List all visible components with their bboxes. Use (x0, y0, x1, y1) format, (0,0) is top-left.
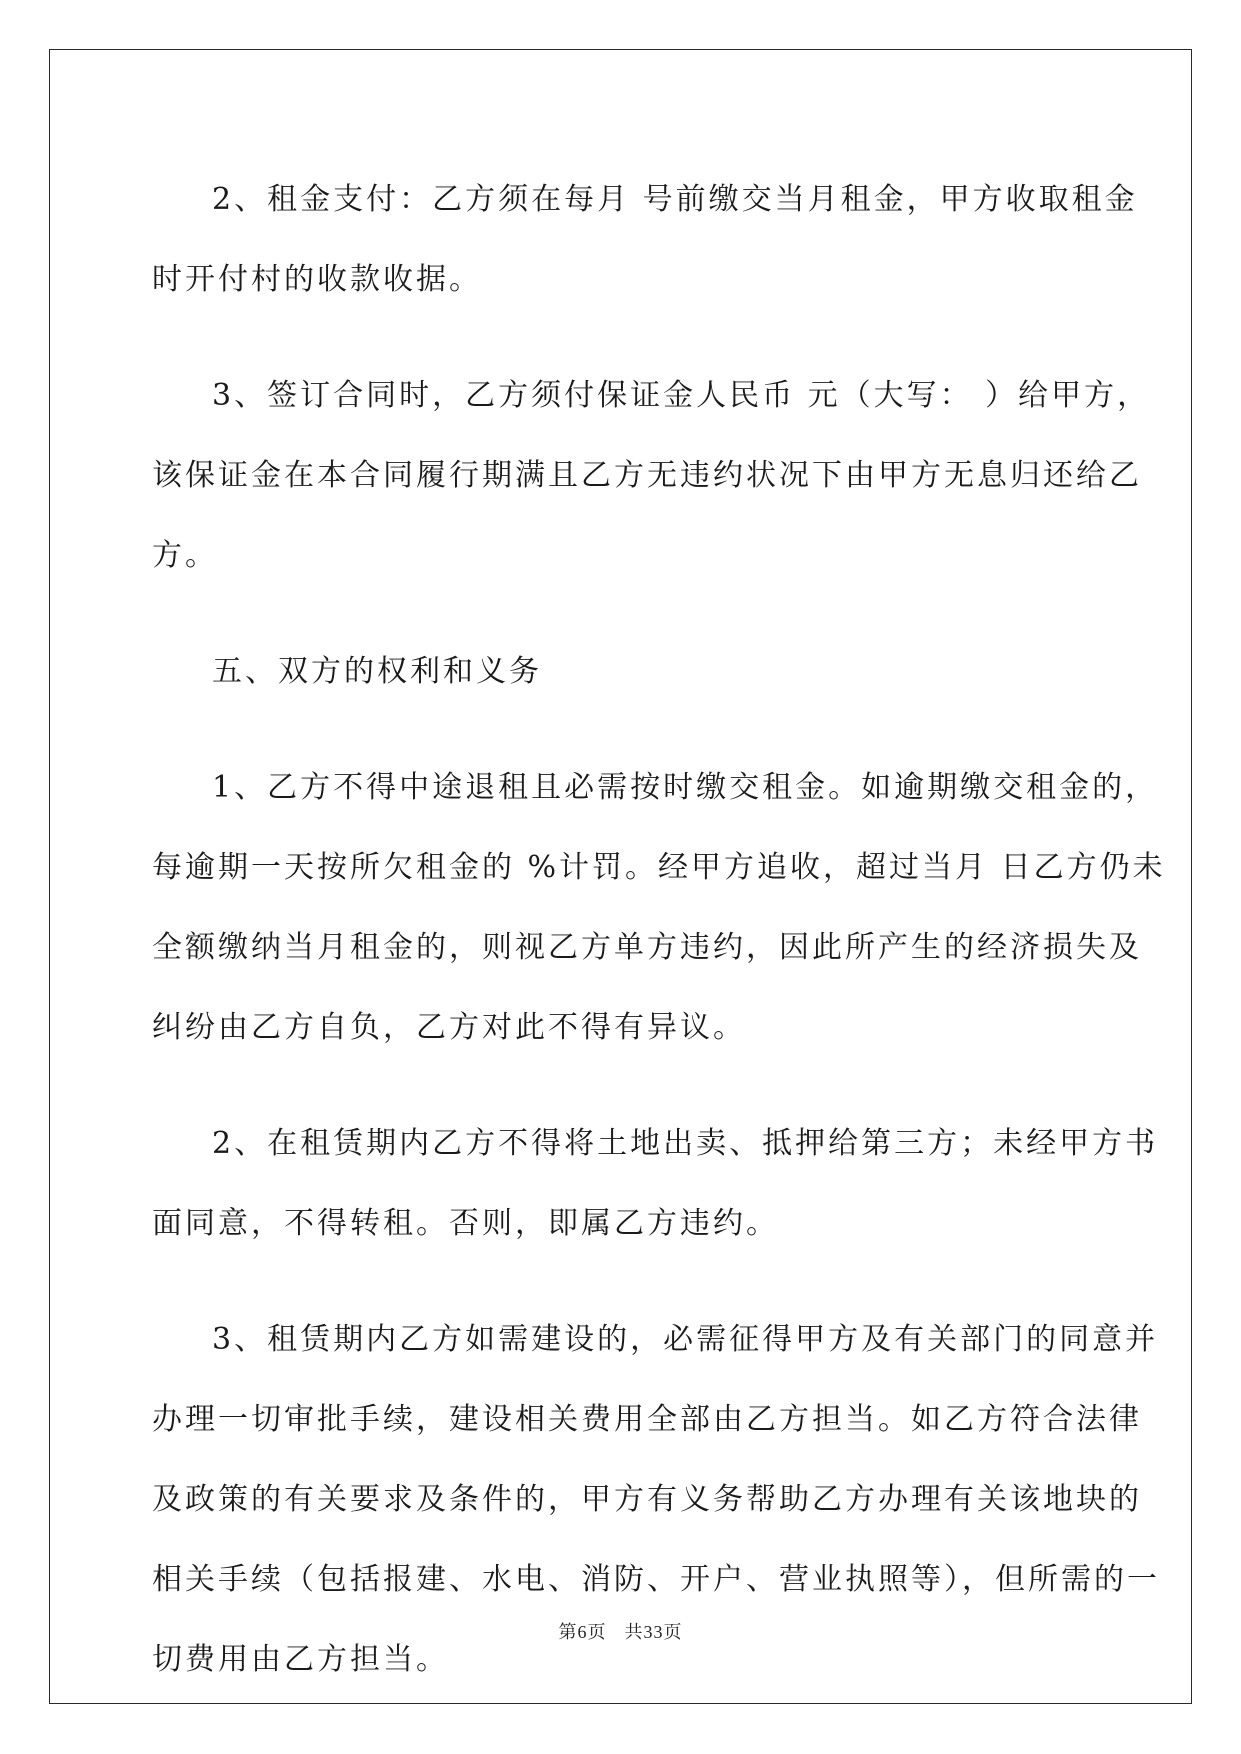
text-line: 1、乙方不得中途退租且必需按时缴交租金。如逾期缴交租金的， (212, 770, 1159, 805)
section-heading-rights-obligations (152, 632, 1092, 712)
text-line: 切费用由乙方担当。 (152, 1642, 449, 1677)
text-line: 面同意，不得转租。否则，即属乙方违约。 (152, 1206, 779, 1241)
text-line: 3、租赁期内乙方如需建设的，必需征得甲方及有关部门的同意并 (212, 1322, 1159, 1357)
text-line: 相关手续（包括报建、水电、消防、开户、营业执照等），但所需的一 (152, 1562, 1160, 1597)
text-line: 五、双方的权利和义务 (212, 654, 542, 689)
text-line: 及政策的有关要求及条件的，甲方有义务帮助乙方办理有关该地块的 (152, 1482, 1142, 1517)
paragraph-no-early-termination (152, 748, 1166, 1068)
page-footer (0, 1618, 1241, 1644)
paragraph-no-sale-mortgage (152, 1104, 1159, 1264)
text-line: 3、签订合同时，乙方须付保证金人民币 元（大写： ）给甲方， (212, 378, 1151, 413)
document-body (152, 160, 1166, 1736)
text-line: 每逾期一天按所欠租金的 %计罚。经甲方追收，超过当月 日乙方仍未 (152, 850, 1166, 885)
text-line: 方。 (152, 538, 218, 573)
text-line: 办理一切审批手续，建设相关费用全部由乙方担当。如乙方符合法律 (152, 1402, 1142, 1437)
paragraph-deposit (152, 356, 1151, 596)
text-line: 纠纷由乙方自负，乙方对此不得有异议。 (152, 1010, 746, 1045)
text-line: 全额缴纳当月租金的，则视乙方单方违约，因此所产生的经济损失及 (152, 930, 1142, 965)
text-line: 该保证金在本合同履行期满且乙方无违约状况下由甲方无息归还给乙 (152, 458, 1142, 493)
total-pages: 共33页 (624, 1622, 683, 1642)
paragraph-rent-payment (152, 160, 1138, 320)
text-line: 2、在租赁期内乙方不得将土地出卖、抵押给第三方；未经甲方书 (212, 1126, 1159, 1161)
page-number: 第6页 (558, 1622, 607, 1642)
text-line: 2、租金支付：乙方须在每月 号前缴交当月租金，甲方收取租金 (212, 182, 1138, 217)
text-line: 时开付村的收款收据。 (152, 262, 482, 297)
